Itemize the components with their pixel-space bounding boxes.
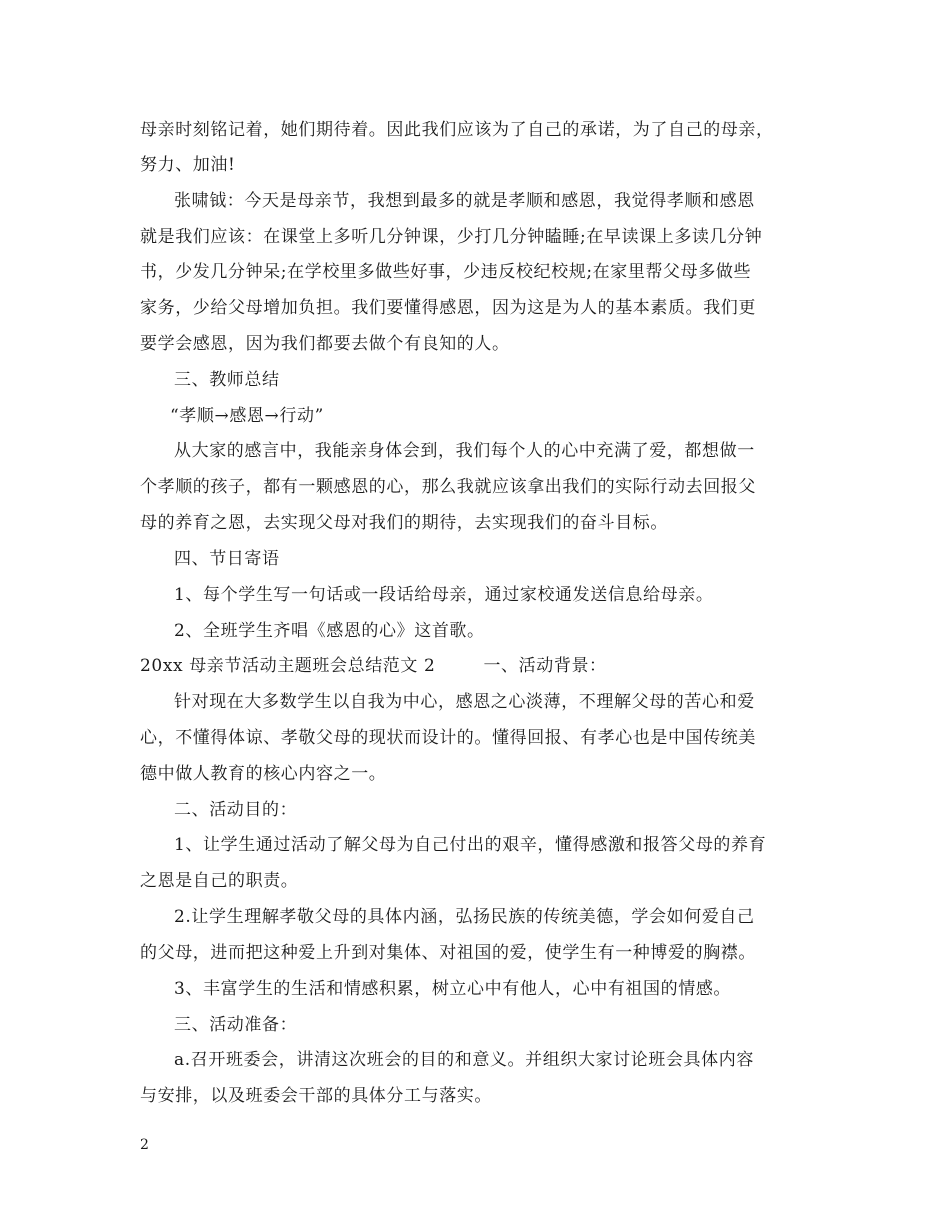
text-line: 心，不懂得体谅、孝敬父母的现状而设计的。懂得回报、有孝心也是中国传统美 bbox=[140, 728, 756, 748]
text-line: 要学会感恩，因为我们都要去做个有良知的人。 bbox=[140, 334, 510, 354]
section-heading: 四、节日寄语 bbox=[174, 549, 280, 569]
page-number: 2 bbox=[140, 1137, 149, 1153]
text-line: 个孝顺的孩子，都有一颗感恩的心，那么我就应该拿出我们的实际行动去回报父 bbox=[140, 477, 756, 497]
section-heading: 三、教师总结 bbox=[174, 370, 280, 390]
section-heading: 二、活动目的： bbox=[174, 800, 298, 820]
text-line: a.召开班委会，讲清这次班会的目的和意义。并组织大家讨论班会具体内容 bbox=[174, 1050, 754, 1070]
text-line: 1、让学生通过活动了解父母为自己付出的艰辛，懂得感激和报答父母的养育 bbox=[174, 835, 767, 855]
text-line: 书，少发几分钟呆;在学校里多做些好事，少违反校纪校规;在家里帮父母多做些 bbox=[140, 262, 752, 282]
text-line: 德中做人教育的核心内容之一。 bbox=[140, 764, 387, 784]
text-line: 针对现在大多数学生以自我为中心，感恩之心淡薄，不理解父母的苦心和爱 bbox=[174, 692, 755, 712]
text-line: 努力、加油! bbox=[140, 155, 236, 175]
text-line: “孝顺→感恩→行动” bbox=[170, 406, 324, 426]
article-title: 20xx 母亲节活动主题班会总结范文 2 一、活动背景： bbox=[140, 656, 607, 676]
text-line: 就是我们应该：在课堂上多听几分钟课，少打几分钟瞌睡;在早读课上多读几分钟 bbox=[140, 227, 763, 247]
text-line: 母的养育之恩，去实现父母对我们的期待，去实现我们的奋斗目标。 bbox=[140, 513, 668, 533]
text-line: 张啸钺：今天是母亲节，我想到最多的就是孝顺和感恩，我觉得孝顺和感恩 bbox=[174, 191, 755, 211]
text-line: 母亲时刻铭记着，她们期待着。因此我们应该为了自己的承诺，为了自己的母亲， bbox=[140, 120, 774, 140]
text-line: 的父母，进而把这种爱上升到对集体、对祖国的爱，使学生有一种博爱的胸襟。 bbox=[140, 943, 756, 963]
section-heading: 三、活动准备： bbox=[174, 1015, 298, 1035]
text-line: 2、全班学生齐唱《感恩的心》这首歌。 bbox=[174, 621, 485, 641]
text-line: 2.让学生理解孝敬父母的具体内涵，弘扬民族的传统美德，学会如何爱自己 bbox=[174, 907, 755, 927]
text-line: 从大家的感言中，我能亲身体会到，我们每个人的心中充满了爱，都想做一 bbox=[174, 441, 755, 461]
text-line: 1、每个学生写一句话或一段话给母亲，通过家校通发送信息给母亲。 bbox=[174, 585, 714, 605]
text-line: 与安排，以及班委会干部的具体分工与落实。 bbox=[140, 1086, 492, 1106]
text-line: 家务，少给父母增加负担。我们要懂得感恩，因为这是为人的基本素质。我们更 bbox=[140, 298, 756, 318]
text-line: 3、丰富学生的生活和情感积累，树立心中有他人，心中有祖国的情感。 bbox=[174, 979, 732, 999]
text-line: 之恩是自己的职责。 bbox=[140, 871, 299, 891]
